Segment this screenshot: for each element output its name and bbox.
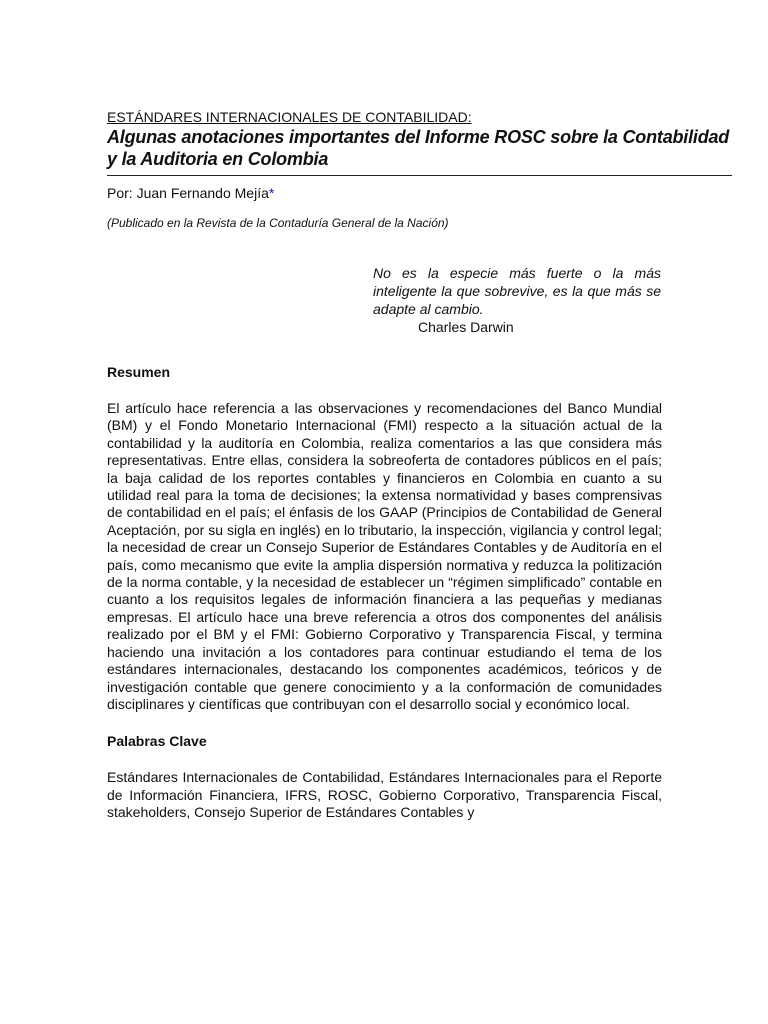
byline xyxy=(107,184,732,202)
author-footnote-mark[interactable]: * xyxy=(268,185,275,201)
author-name: Por: Juan Fernando Mejía xyxy=(107,185,269,201)
epigraph-text: No es la especie más fuerte o la más inteligente la que sobrevive, es la que más se adapte al cambio. xyxy=(373,265,661,317)
section-kicker: ESTÁNDARES INTERNACIONALES DE CONTABILIDAD: xyxy=(107,109,472,125)
keywords-paragraph: Estándares Internacionales de Contabilidad, Estándares Internacionales para el Reporte de Información Financiera, IFRS, ROSC, Gobierno Corporativo, Transparencia Fiscal, stakeholders, Consejo Superior de Estándares Contables y xyxy=(107,769,662,821)
abstract-heading: Resumen xyxy=(107,364,171,380)
document-page xyxy=(107,108,732,822)
title-divider xyxy=(107,175,732,176)
keywords-heading: Palabras Clave xyxy=(107,733,207,750)
abstract-paragraph: El artículo hace referencia a las observaciones y recomendaciones del Banco Mundial (BM) y el Fondo Monetario Internacional (FMI) respecto a la situación actual de la contabilidad y la auditoría en Colombia, realiza comentarios a las que considera más representativas. Entre ellas, considera la sobreoferta de contadores públicos en el país; la baja calidad de los reportes contables y financieros en Colombia en cuanto a su utilidad real para la toma de decisiones; la extensa normatividad y bases comprensivas de contabilidad en el país; el énfasis de los GAAP (Principios de Contabilidad de General Aceptación, por su sigla en inglés) en lo tributario, la inspección, vigilancia y control legal; la necesidad de crear un Consejo Superior de Estándares Contables y de Auditoría en el país, como mecanismo que evite la amplia dispersión normativa y reduzca la politización de la norma contable, y la necesidad de establecer un “régimen simplificado” contable en cuanto a los requisitos legales de información financiera a las pequeñas y medianas empresas. El artículo hace una breve referencia a otros dos componentes del análisis realizado por el BM y el FMI: Gobierno Corporativo y Transparencia Fiscal, y termina haciendo una invitación a los contadores para continuar estudiando el tema de los estándares internacionales, destacando los componentes académicos, teóricos y de investigación contable que genere conocimiento y a la conformación de comunidades disciplinares y científicas que contribuyan con el desarrollo social y económico local. xyxy=(107,400,662,712)
epigraph xyxy=(373,264,661,336)
publication-note: (Publicado en la Revista de la Contaduría General de la Nación) xyxy=(107,216,449,230)
epigraph-author: Charles Darwin xyxy=(418,319,514,335)
document-title: Algunas anotaciones importantes del Informe ROSC sobre la Contabilidad y la Auditoria en Colombia xyxy=(107,127,730,169)
